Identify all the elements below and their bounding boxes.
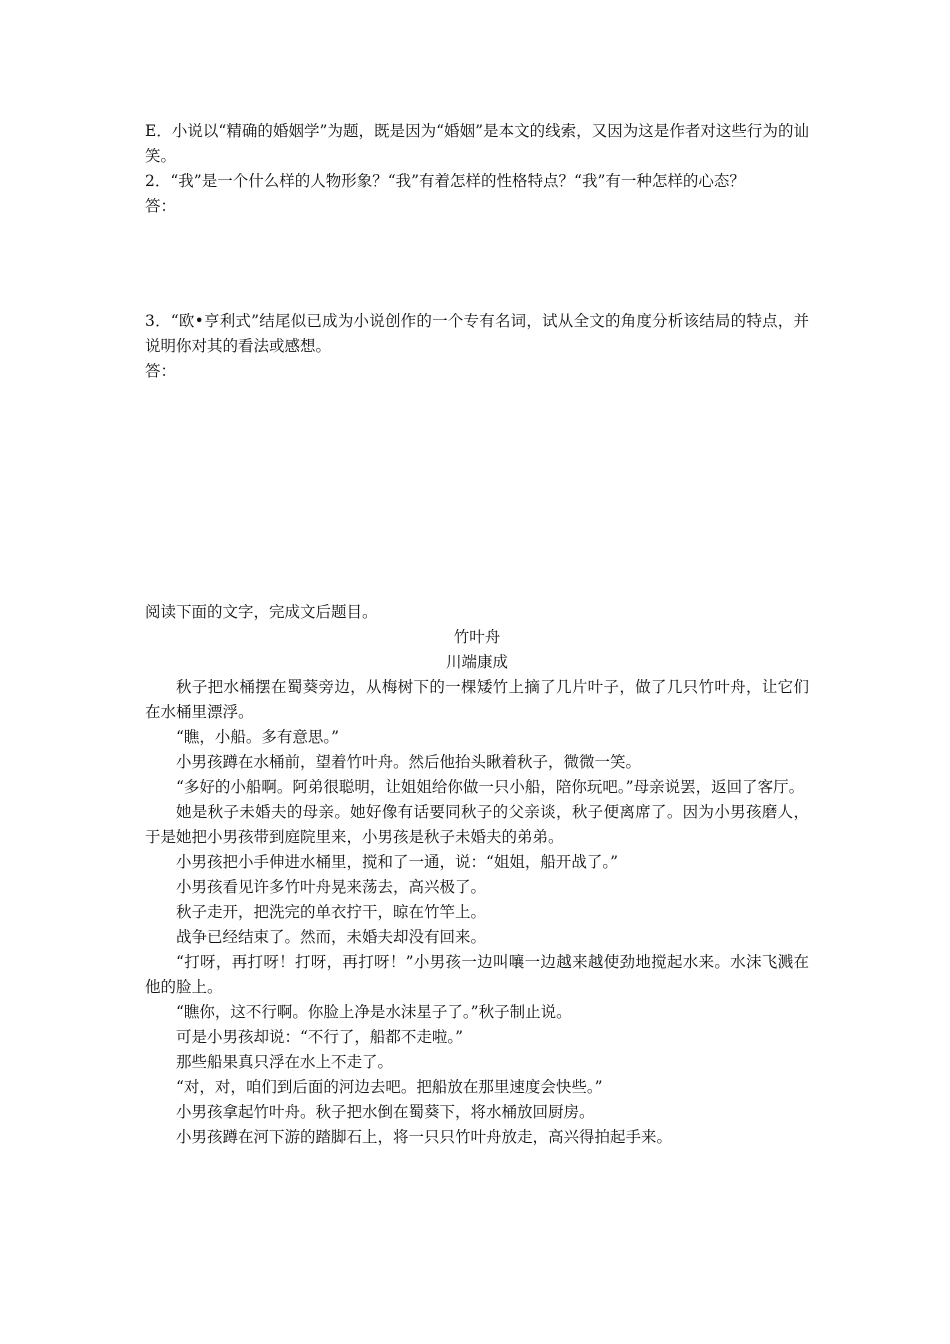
story-paragraph: 小男孩蹲在水桶前，望着竹叶舟。然后他抬头瞅着秋子，微微一笑。: [176, 753, 642, 771]
story-paragraph: 那些船果真只浮在水上不走了。: [176, 1053, 394, 1071]
story-paragraph: 小男孩把小手伸进水桶里，搅和了一通，说：“姐姐，船开战了。”: [176, 853, 619, 871]
story-paragraph: “瞧，小船。多有意思。”: [176, 728, 340, 746]
option-e-text: E．小说以“精确的婚姻学”为题，既是因为“婚姻”是本文的线索，又因为这是作者对这些行为的讪笑。: [145, 122, 809, 165]
story-paragraph: 战争已经结束了。然而，未婚夫却没有回来。: [176, 928, 487, 946]
story-author: 川端康成: [445, 653, 508, 671]
story-paragraph: “多好的小船啊。阿弟很聪明，让姐姐给你做一只小船，陪你玩吧。”母亲说罢，返回了客厅。: [176, 778, 805, 796]
story-paragraph: “打呀，再打呀！打呀，再打呀！”小男孩一边叫嚷一边越来越使劲地搅起水来。水沫飞溅在他的脸上。: [145, 953, 809, 996]
story-paragraph: “瞧你，这不行啊。你脸上净是水沫星子了。”秋子制止说。: [176, 1003, 572, 1021]
story-paragraph: 秋子走开，把洗完的单衣拧干，晾在竹竿上。: [176, 903, 487, 921]
story-paragraph: 可是小男孩却说：“不行了，船都不走啦。”: [176, 1028, 464, 1046]
story-title: 竹叶舟: [453, 628, 501, 646]
question-3-answer-space: [145, 384, 809, 600]
story-paragraph: 秋子把水桶摆在蜀葵旁边，从梅树下的一棵矮竹上摘了几片叶子，做了几只竹叶舟，让它们在水桶里漂浮。: [145, 678, 809, 721]
document-page: [145, 119, 809, 1150]
story-paragraph: 她是秋子未婚夫的母亲。她好像有话要同秋子的父亲谈，秋子便离席了。因为小男孩磨人，于是她把小男孩带到庭院里来，小男孩是秋子未婚夫的弟弟。: [145, 803, 809, 846]
question-2-text: 2．“我”是一个什么样的人物形象？“我”有着怎样的性格特点？“我”有一种怎样的心态？: [145, 172, 745, 190]
reading-instruction: 阅读下面的文字，完成文后题目。: [145, 603, 378, 621]
story-paragraph: “对，对，咱们到后面的河边去吧。把船放在那里速度会快些。”: [176, 1078, 603, 1096]
question-2-answer-label: 答：: [145, 197, 177, 215]
question-3-text: 3．“欧•亨利式”结尾似已成为小说创作的一个专有名词，试从全文的角度分析该结局的特点，并说明你对其的看法或感想。: [145, 312, 809, 355]
question-2-answer-space: [145, 219, 809, 309]
question-3-answer-label: 答：: [145, 362, 177, 380]
story-paragraph: 小男孩看见许多竹叶舟晃来荡去，高兴极了。: [176, 878, 487, 896]
story-paragraph: 小男孩拿起竹叶舟。秋子把水倒在蜀葵下，将水桶放回厨房。: [176, 1103, 595, 1121]
story-paragraph: 小男孩蹲在河下游的踏脚石上，将一只只竹叶舟放走，高兴得拍起手来。: [176, 1128, 673, 1146]
